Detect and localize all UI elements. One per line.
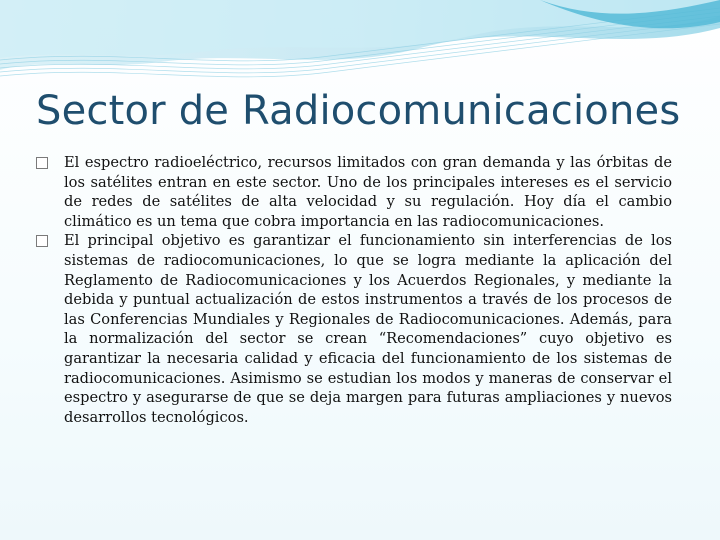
square-bullet-icon bbox=[36, 157, 48, 169]
square-bullet-icon bbox=[36, 235, 48, 247]
bullet-text-2: El principal objetivo es garantizar el funcionamiento sin interferencias de los sistemas de radiocomunicaciones, lo que se logra mediante la aplicación del Reglamento de Radiocomunicaciones y los Acuerdos Regionales, y mediante la debida y puntual actualización de estos instrumentos a través de los procesos de las Conferencias Mundiales y Regionales de Radiocomunicaciones. Además, para la normalización del sector se crean “Recomendaciones” cuyo objetivo es garantizar la necesaria calidad y eficacia del funcionamiento de los sistemas de radiocomunicaciones. Asimismo se estudian los modos y maneras de conservar el espectro y asegurarse de que se deja margen para futuras ampliaciones y nuevos desarrollos tecnológicos. bbox=[64, 232, 672, 426]
bullet-paragraph-2 bbox=[36, 231, 672, 427]
slide-body bbox=[36, 153, 672, 427]
bullet-paragraph-1 bbox=[36, 153, 672, 231]
slide-title: Sector de Radiocomunicaciones bbox=[36, 88, 681, 134]
decorative-wave-header bbox=[0, 0, 720, 90]
bullet-text-1: El espectro radioeléctrico, recursos limitados con gran demanda y las órbitas de los satélites entran en este sector. Uno de los principales intereses es el servicio de redes de satélites de alta velocidad y su regulación. Hoy día el cambio climático es un tema que cobra importancia en las radiocomunicaciones. bbox=[64, 154, 672, 230]
